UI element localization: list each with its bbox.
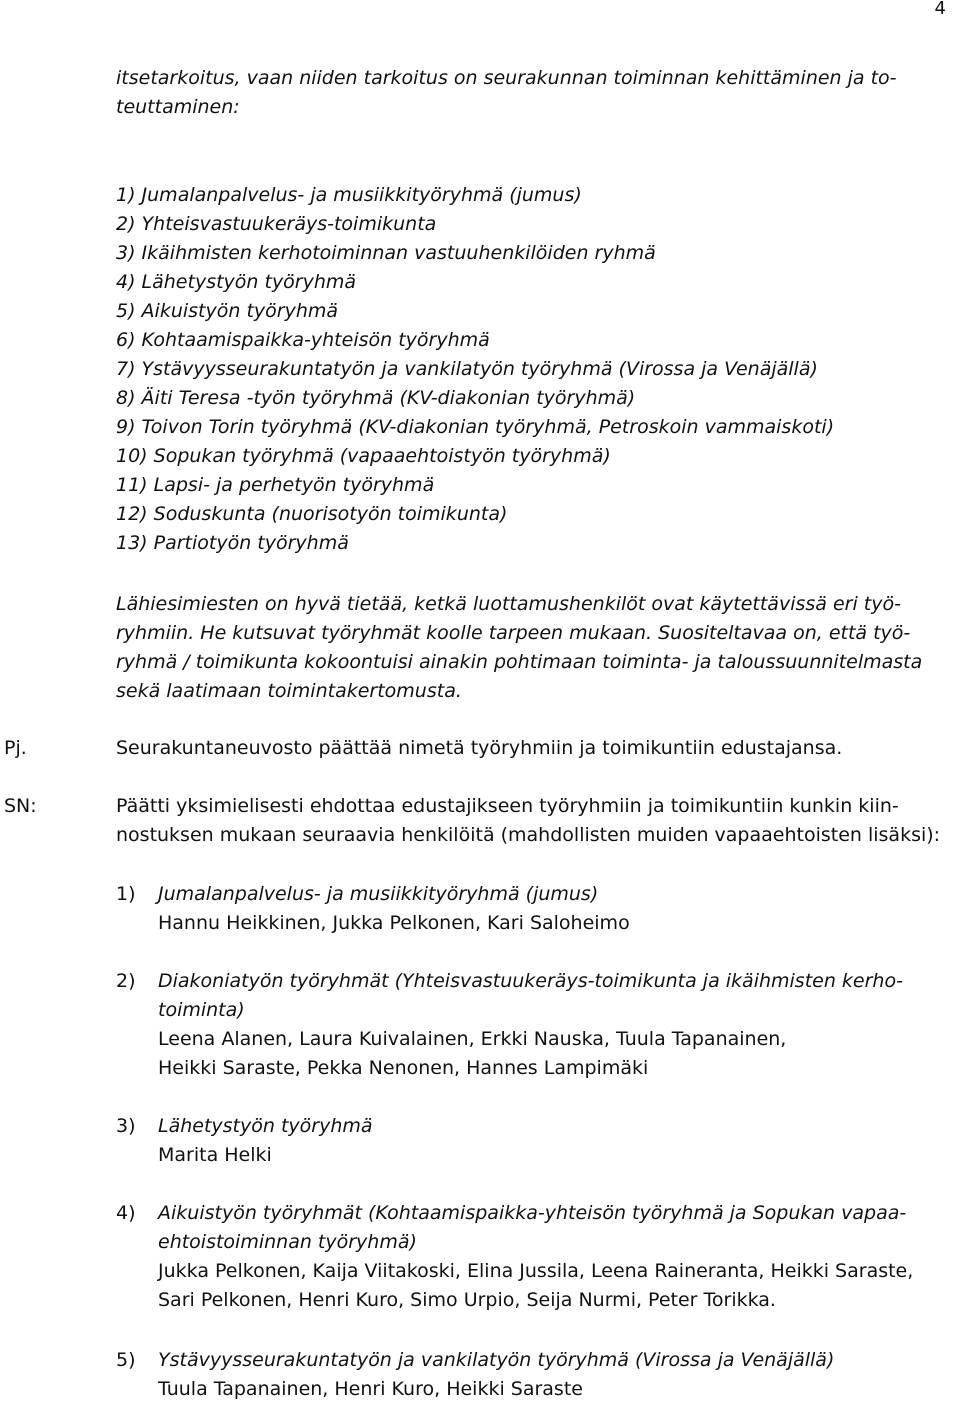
decision-line: nostuksen mukaan seuraavia henkilöitä (mahdollisten muiden vapaaehtoisten lisäksi): xyxy=(116,824,941,846)
summary-line: sekä laatimaan toimintakertomusta. xyxy=(116,680,462,702)
list-item: 5) Aikuistyön työryhmä xyxy=(116,300,339,322)
member-group-title: toiminta) xyxy=(158,999,245,1021)
member-names: Sari Pelkonen, Henri Kuro, Simo Urpio, Seija Nurmi, Peter Torikka. xyxy=(158,1289,776,1311)
list-item: 10) Sopukan työryhmä (vapaaehtoistyön työryhmä) xyxy=(116,445,611,467)
member-group-block xyxy=(116,967,956,1083)
intro-line: itsetarkoitus, vaan niiden tarkoitus on seurakunnan toiminnan kehittäminen ja to- xyxy=(116,67,897,89)
member-group-title: Ystävyysseurakuntatyön ja vankilatyön työryhmä (Virossa ja Venäjällä) xyxy=(158,1349,835,1371)
member-names: Leena Alanen, Laura Kuivalainen, Erkki Nauska, Tuula Tapanainen, xyxy=(158,1028,787,1050)
member-group-title: ehtoistoiminnan työryhmä) xyxy=(158,1231,417,1253)
member-group-block xyxy=(116,1112,956,1170)
proposal-text: Seurakuntaneuvosto päättää nimetä työryhmiin ja toimikuntiin edustajansa. xyxy=(116,737,843,759)
proposal-label: Pj. xyxy=(4,737,27,759)
list-item: 4) Lähetystyön työryhmä xyxy=(116,271,357,293)
member-names: Jukka Pelkonen, Kaija Viitakoski, Elina Jussila, Leena Raineranta, Heikki Saraste, xyxy=(158,1260,914,1282)
list-item: 11) Lapsi- ja perhetyön työryhmä xyxy=(116,474,435,496)
member-group-number: 1) xyxy=(116,883,136,905)
member-group-number: 4) xyxy=(116,1202,136,1224)
list-item: 8) Äiti Teresa -työn työryhmä (KV-diakonian työryhmä) xyxy=(116,387,636,409)
member-group-block xyxy=(116,880,956,938)
member-names: Tuula Tapanainen, Henri Kuro, Heikki Saraste xyxy=(158,1378,583,1400)
working-group-list xyxy=(116,181,956,558)
member-names: Marita Helki xyxy=(158,1144,272,1166)
member-group-title: Jumalanpalvelus- ja musiikkityöryhmä (jumus) xyxy=(158,883,599,905)
list-item: 12) Soduskunta (nuorisotyön toimikunta) xyxy=(116,503,508,525)
intro-line: teuttaminen: xyxy=(116,96,240,118)
decision-label: SN: xyxy=(4,795,37,817)
page-number: 4 xyxy=(934,0,946,19)
summary-paragraph xyxy=(116,590,956,706)
list-item: 3) Ikäihmisten kerhotoiminnan vastuuhenkilöiden ryhmä xyxy=(116,242,656,264)
list-item: 6) Kohtaamispaikka-yhteisön työryhmä xyxy=(116,329,490,351)
summary-line: ryhmä / toimikunta kokoontuisi ainakin pohtimaan toiminta- ja taloussuunnitelmasta xyxy=(116,651,923,673)
intro-paragraph xyxy=(116,64,956,122)
list-item: 1) Jumalanpalvelus- ja musiikkityöryhmä (jumus) xyxy=(116,184,582,206)
member-group-title: Diakoniatyön työryhmät (Yhteisvastuukeräys-toimikunta ja ikäihmisten kerho- xyxy=(158,970,903,992)
member-group-number: 5) xyxy=(116,1349,136,1371)
member-names: Heikki Saraste, Pekka Nenonen, Hannes Lampimäki xyxy=(158,1057,649,1079)
list-item: 9) Toivon Torin työryhmä (KV-diakonian työryhmä, Petroskoin vammaiskoti) xyxy=(116,416,835,438)
member-names: Hannu Heikkinen, Jukka Pelkonen, Kari Saloheimo xyxy=(158,912,630,934)
list-item: 13) Partiotyön työryhmä xyxy=(116,532,349,554)
member-group-number: 2) xyxy=(116,970,136,992)
member-group-block xyxy=(116,1199,956,1315)
decision-text xyxy=(116,792,956,850)
member-group-title: Aikuistyön työryhmät (Kohtaamispaikka-yhteisön työryhmä ja Sopukan vapaa- xyxy=(158,1202,907,1224)
list-item: 2) Yhteisvastuukeräys-toimikunta xyxy=(116,213,437,235)
summary-line: Lähiesimiesten on hyvä tietää, ketkä luottamushenkilöt ovat käytettävissä eri työ- xyxy=(116,593,901,615)
decision-line: Päätti yksimielisesti ehdottaa edustajikseen työryhmiin ja toimikuntiin kunkin kiin- xyxy=(116,795,899,817)
summary-line: ryhmiin. He kutsuvat työryhmät koolle tarpeen mukaan. Suositeltavaa on, että työ- xyxy=(116,622,911,644)
member-group-block xyxy=(116,1346,956,1404)
list-item: 7) Ystävyysseurakuntatyön ja vankilatyön työryhmä (Virossa ja Venäjällä) xyxy=(116,358,818,380)
member-group-number: 3) xyxy=(116,1115,136,1137)
member-group-title: Lähetystyön työryhmä xyxy=(158,1115,373,1137)
